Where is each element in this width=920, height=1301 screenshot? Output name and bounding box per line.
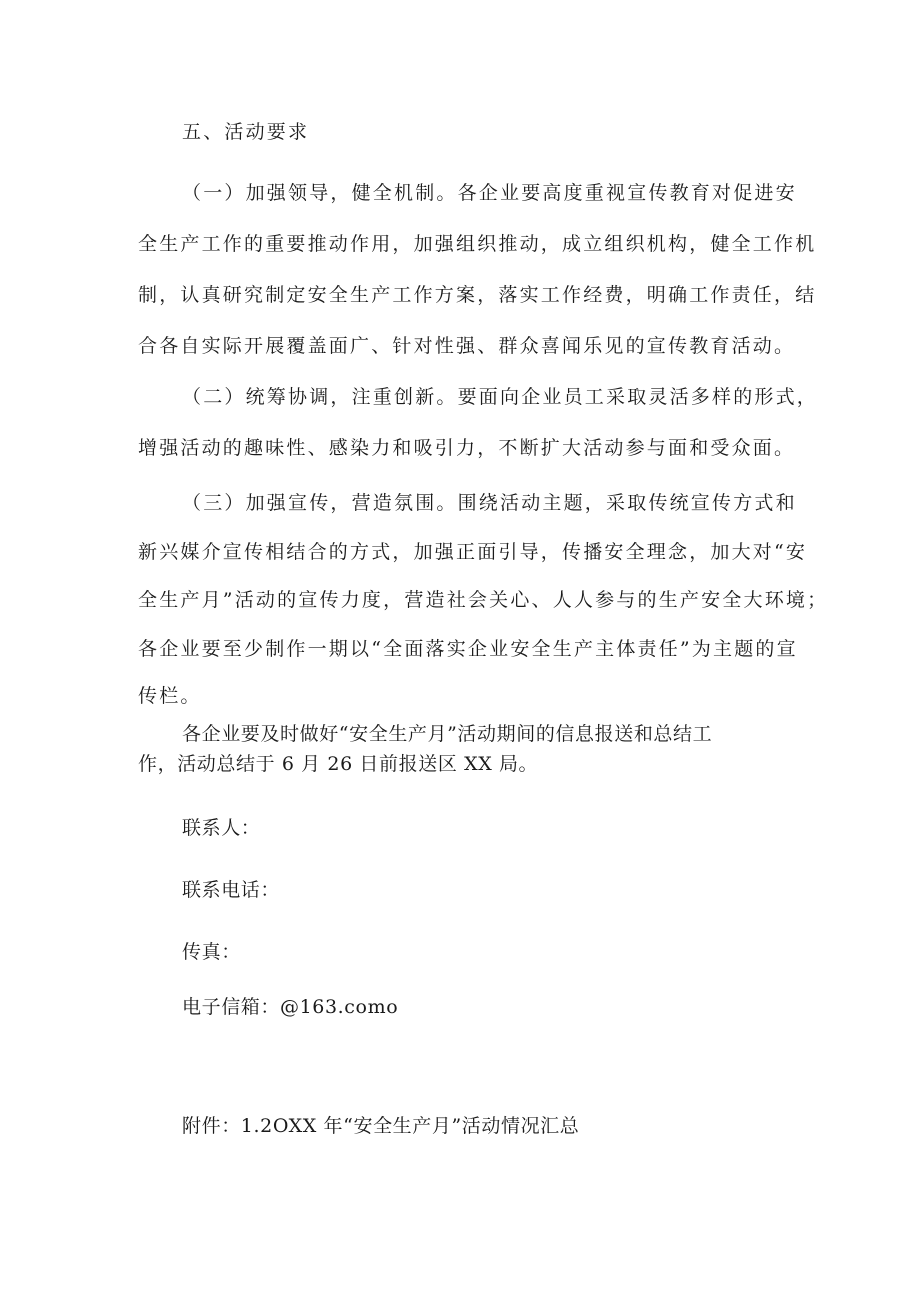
para3-line-3: 全生产月”活动的宣传力度，营造社会关心、人人参与的生产安全大环境； (138, 589, 829, 611)
section-heading: 五、活动要求 (182, 121, 310, 143)
para3-line-2: 新兴媒介宣传相结合的方式，加强正面引导，传播安全理念，加大对“安 (138, 541, 808, 563)
fax-label: 传真： (182, 941, 241, 963)
attachment-line: 附件：1.2OXX 年“安全生产月”活动情况汇总 (182, 1115, 580, 1137)
para4-line-1: 各企业要及时做好“安全生产月”活动期间的信息报送和总结工 (182, 723, 713, 745)
para3-line-5: 传栏。 (138, 685, 202, 707)
para4-line-2: 作，活动总结于 6 月 26 日前报送区 XX 局。 (138, 753, 539, 775)
para3-line-1: （三）加强宣传，营造氛围。围绕活动主题，采取传统宣传方式和 (182, 492, 797, 514)
para1-line-4: 合各自实际开展覆盖面广、针对性强、群众喜闻乐见的宣传教育活动。 (138, 335, 796, 357)
para2-line-1: （二）统筹协调，注重创新。要面向企业员工采取灵活多样的形式， (182, 386, 819, 408)
para1-line-3: 制，认真研究制定安全生产工作方案，落实工作经费，明确工作责任，结 (138, 284, 817, 306)
para1-line-2: 全生产工作的重要推动作用，加强组织推动，成立组织机构，健全工作机 (138, 233, 817, 255)
para3-line-4: 各企业要至少制作一期以“全面落实企业安全生产主体责任”为主题的宣 (138, 638, 798, 660)
contact-person-label: 联系人： (182, 817, 261, 839)
para1-line-1: （一）加强领导，健全机制。各企业要高度重视宣传教育对促进安 (182, 182, 797, 204)
email-line: 电子信箱：@163.como (182, 996, 399, 1018)
para2-line-2: 增强活动的趣味性、感染力和吸引力，不断扩大活动参与面和受众面。 (138, 437, 796, 459)
contact-phone-label: 联系电话： (182, 879, 281, 901)
